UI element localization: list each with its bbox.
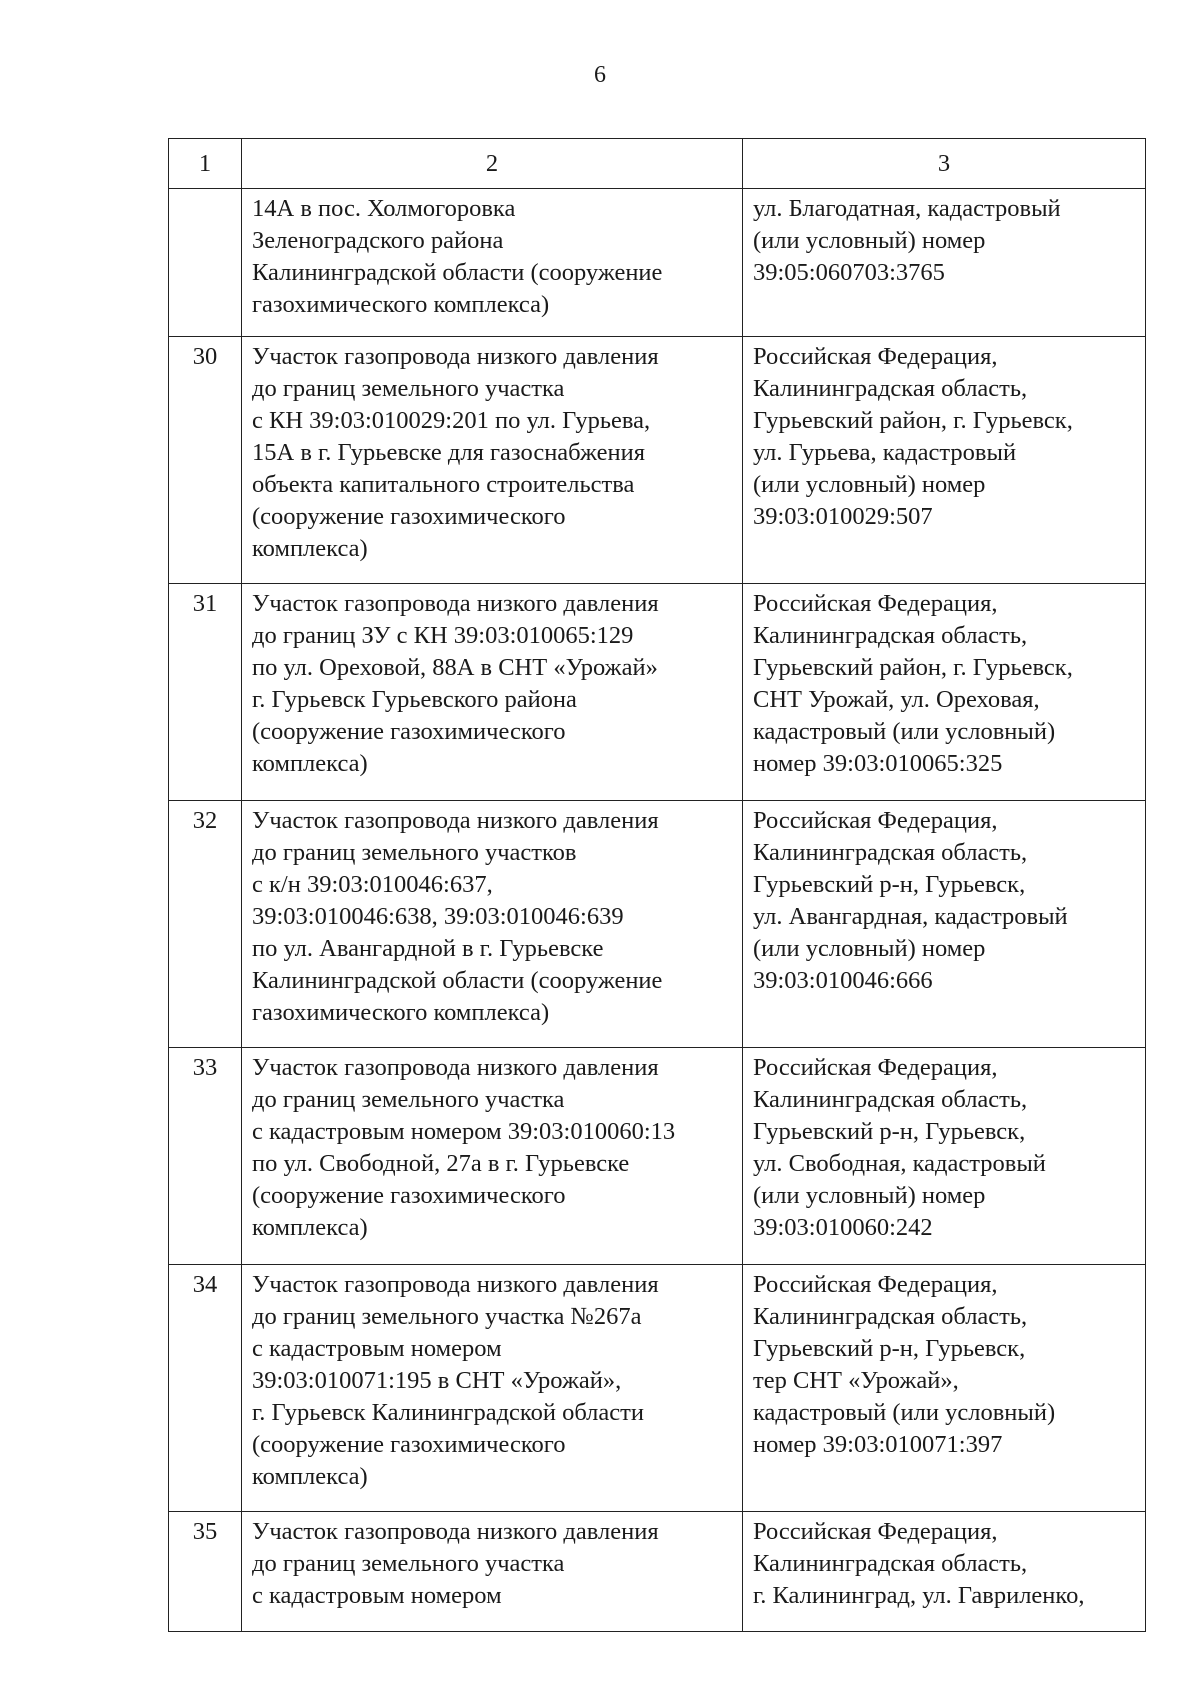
row-number (169, 189, 242, 337)
text-line: Калининградская область, (753, 622, 1028, 649)
table-row-30 (169, 337, 1146, 584)
table-header-row (169, 139, 1146, 189)
text-line: Калининградская область, (753, 1303, 1028, 1330)
text-line: г. Гурьевск Гурьевского района (252, 686, 577, 713)
text-line: Гурьевский р-н, Гурьевск, (753, 1335, 1026, 1362)
text-line: Калининградская область, (753, 839, 1028, 866)
text-line: газохимического комплекса) (252, 999, 550, 1026)
text-line: Гурьевский р-н, Гурьевск, (753, 871, 1026, 898)
text-line: с к/н 39:03:010046:637, (252, 871, 493, 898)
text-line: Калининградской области (сооружение (252, 967, 663, 994)
text-line: комплекса) (252, 750, 368, 777)
text-line: СНТ Урожай, ул. Ореховая, (753, 686, 1040, 713)
text-line: 39:05:060703:3765 (753, 259, 945, 286)
text-line: Зеленоградского района (252, 227, 504, 254)
text-line: Участок газопровода низкого давления (252, 343, 659, 370)
text-line: до границ земельного участков (252, 839, 577, 866)
text-line: (сооружение газохимического (252, 503, 566, 530)
row-number: 30 (169, 337, 242, 584)
row-number: 33 (169, 1048, 242, 1265)
row-number: 31 (169, 584, 242, 801)
text-line: (или условный) номер (753, 1182, 986, 1209)
text-line: Участок газопровода низкого давления (252, 1271, 659, 1298)
text-line: г. Калининград, ул. Гавриленко, (753, 1582, 1085, 1609)
text-line: по ул. Авангардной в г. Гурьевске (252, 935, 604, 962)
text-line: Российская Федерация, (753, 1271, 998, 1298)
text-line: с КН 39:03:010029:201 по ул. Гурьева, (252, 407, 651, 434)
text-line: Калининградской области (сооружение (252, 259, 663, 286)
text-line: до границ земельного участка (252, 375, 565, 402)
text-line: г. Гурьевск Калининградской области (252, 1399, 644, 1426)
row-number: 35 (169, 1512, 242, 1632)
object-location (743, 337, 1146, 584)
text-line: (сооружение газохимического (252, 1431, 566, 1458)
text-line: Гурьевский р-н, Гурьевск, (753, 1118, 1026, 1145)
object-description (242, 584, 743, 801)
text-line: ул. Благодатная, кадастровый (753, 195, 1061, 222)
row-number: 32 (169, 801, 242, 1048)
table-row-32 (169, 801, 1146, 1048)
registry-table (168, 138, 1146, 1632)
text-line: объекта капитального строительства (252, 471, 635, 498)
text-line: Участок газопровода низкого давления (252, 1054, 659, 1081)
text-line: Калининградская область, (753, 1550, 1028, 1577)
text-line: кадастровый (или условный) (753, 718, 1056, 745)
text-line: Гурьевский район, г. Гурьевск, (753, 654, 1073, 681)
text-line: до границ ЗУ с КН 39:03:010065:129 (252, 622, 634, 649)
text-line: 39:03:010046:666 (753, 967, 933, 994)
text-line: (или условный) номер (753, 935, 986, 962)
text-line: Участок газопровода низкого давления (252, 1518, 659, 1545)
table-row-continuation (169, 189, 1146, 337)
text-line: Гурьевский район, г. Гурьевск, (753, 407, 1073, 434)
text-line: с кадастровым номером 39:03:010060:13 (252, 1118, 676, 1145)
text-line: до границ земельного участка №267а (252, 1303, 642, 1330)
text-line: по ул. Ореховой, 88А в СНТ «Урожай» (252, 654, 658, 681)
text-line: Калининградская область, (753, 1086, 1028, 1113)
column-header-2: 2 (242, 139, 743, 189)
text-line: с кадастровым номером (252, 1335, 502, 1362)
table-row-33 (169, 1048, 1146, 1265)
text-line: 15А в г. Гурьевске для газоснабжения (252, 439, 646, 466)
object-description (242, 189, 743, 337)
text-line: Российская Федерация, (753, 1054, 998, 1081)
object-location (743, 1512, 1146, 1632)
object-description (242, 1512, 743, 1632)
text-line: Участок газопровода низкого давления (252, 807, 659, 834)
text-line: кадастровый (или условный) (753, 1399, 1056, 1426)
text-line: (сооружение газохимического (252, 1182, 566, 1209)
text-line: (или условный) номер (753, 471, 986, 498)
text-line: Российская Федерация, (753, 590, 998, 617)
text-line: 39:03:010046:638, 39:03:010046:639 (252, 903, 624, 930)
text-line: 14А в пос. Холмогоровка (252, 195, 516, 222)
column-header-3: 3 (743, 139, 1146, 189)
text-line: Российская Федерация, (753, 1518, 998, 1545)
row-number: 34 (169, 1265, 242, 1512)
object-description (242, 337, 743, 584)
text-line: (или условный) номер (753, 227, 986, 254)
object-location (743, 1265, 1146, 1512)
text-line: ул. Гурьева, кадастровый (753, 439, 1017, 466)
table-row-31 (169, 584, 1146, 801)
object-description (242, 1048, 743, 1265)
text-line: комплекса) (252, 1463, 368, 1490)
text-line: номер 39:03:010071:397 (753, 1431, 1003, 1458)
text-line: до границ земельного участка (252, 1550, 565, 1577)
object-location (743, 584, 1146, 801)
text-line: тер СНТ «Урожай», (753, 1367, 959, 1394)
text-line: газохимического комплекса) (252, 291, 550, 318)
text-line: номер 39:03:010065:325 (753, 750, 1003, 777)
table-row-35 (169, 1512, 1146, 1632)
page-number: 6 (594, 62, 606, 88)
text-line: Участок газопровода низкого давления (252, 590, 659, 617)
text-line: ул. Свободная, кадастровый (753, 1150, 1046, 1177)
object-location (743, 801, 1146, 1048)
text-line: ул. Авангардная, кадастровый (753, 903, 1068, 930)
text-line: комплекса) (252, 535, 368, 562)
object-description (242, 801, 743, 1048)
object-description (242, 1265, 743, 1512)
text-line: комплекса) (252, 1214, 368, 1241)
text-line: Калининградская область, (753, 375, 1028, 402)
object-location (743, 1048, 1146, 1265)
object-location (743, 189, 1146, 337)
column-header-1: 1 (169, 139, 242, 189)
text-line: по ул. Свободной, 27а в г. Гурьевске (252, 1150, 630, 1177)
text-line: 39:03:010071:195 в СНТ «Урожай», (252, 1367, 622, 1394)
text-line: с кадастровым номером (252, 1582, 502, 1609)
text-line: 39:03:010029:507 (753, 503, 933, 530)
text-line: Российская Федерация, (753, 807, 998, 834)
text-line: (сооружение газохимического (252, 718, 566, 745)
text-line: до границ земельного участка (252, 1086, 565, 1113)
table-row-34 (169, 1265, 1146, 1512)
text-line: 39:03:010060:242 (753, 1214, 933, 1241)
text-line: Российская Федерация, (753, 343, 998, 370)
